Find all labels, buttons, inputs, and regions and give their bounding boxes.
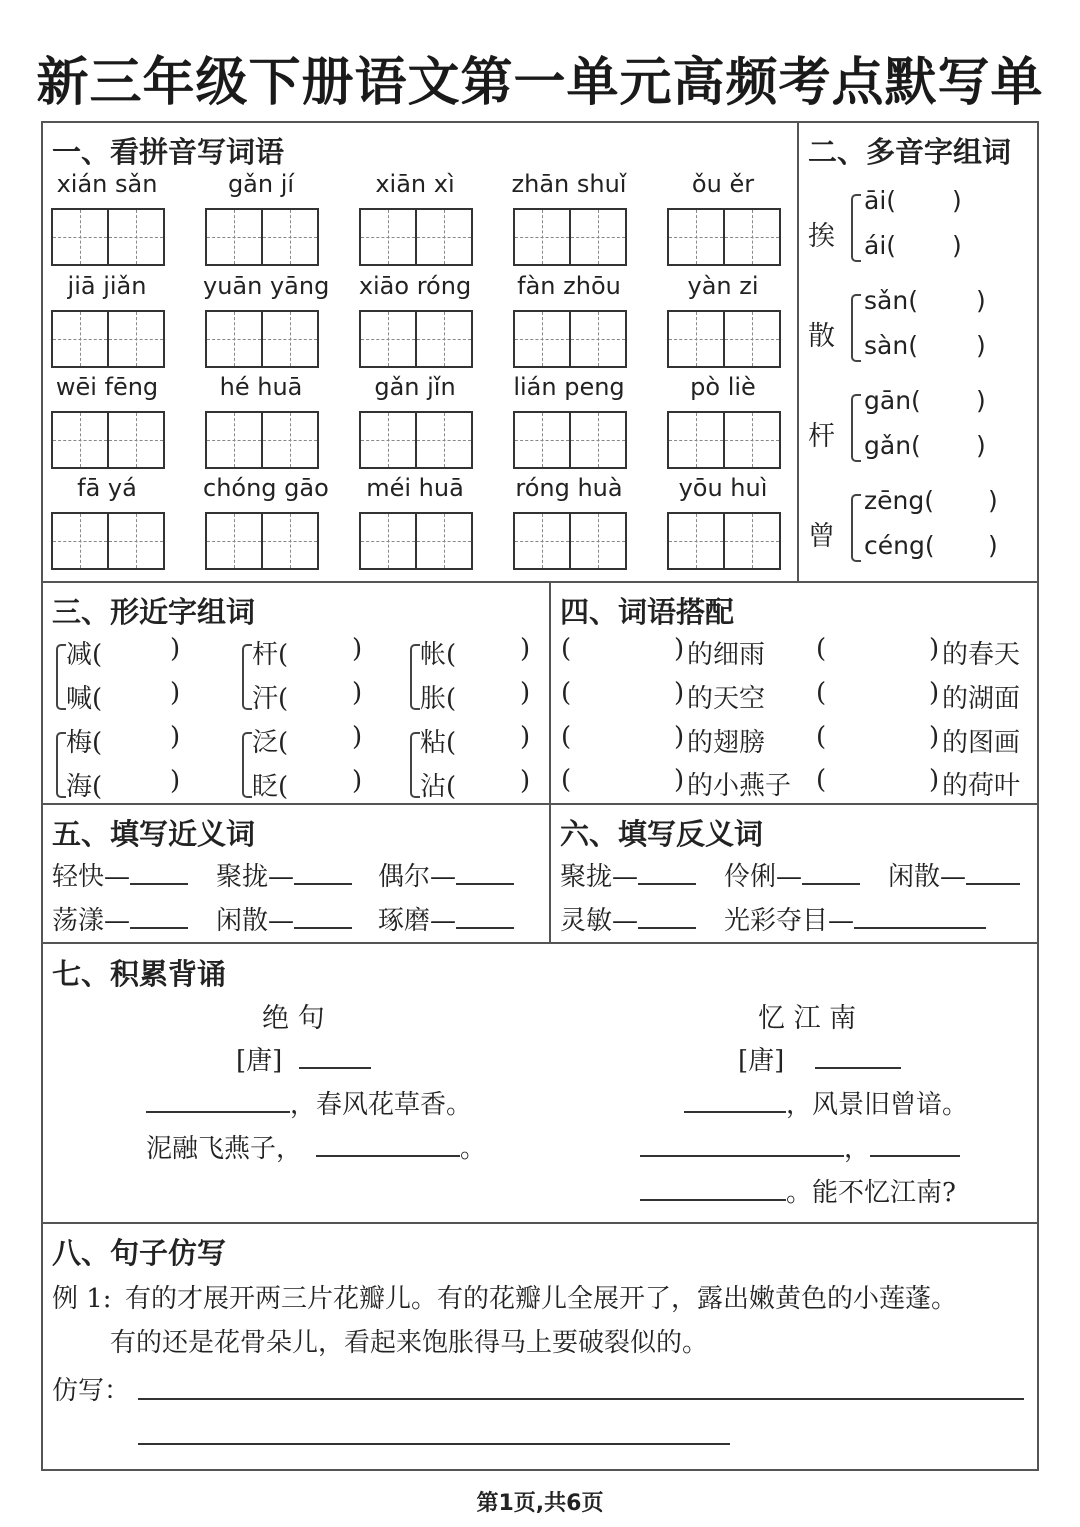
grid-cell[interactable] (571, 514, 625, 568)
grid-cell[interactable] (571, 312, 625, 366)
grid-cell[interactable] (417, 514, 471, 568)
brace (242, 732, 252, 798)
char-label: 汗( (252, 684, 289, 714)
answer-blank[interactable] (640, 1177, 786, 1201)
char-label: 减( (66, 640, 103, 670)
paren-close: ) (170, 678, 181, 708)
poem-text: 。 (460, 1134, 487, 1164)
pinyin-label: ǒu ěr (691, 170, 755, 198)
writing-grid[interactable] (205, 411, 319, 469)
paren-open: ( (561, 765, 572, 795)
divider (797, 121, 799, 582)
word-label: 聚拢— (216, 862, 295, 892)
page-indicator: 第1页,共6页 (476, 1491, 604, 1516)
answer-blank[interactable] (456, 905, 514, 929)
writing-line[interactable] (138, 1443, 730, 1445)
pinyin-label: lián peng (513, 373, 625, 401)
writing-line[interactable] (138, 1398, 1024, 1400)
author-blank[interactable] (299, 1045, 371, 1069)
paren-close: ) (520, 766, 531, 796)
brace (56, 644, 66, 710)
char-label: 沾( (420, 772, 457, 802)
pinyin-label: jiā jiǎn (67, 272, 147, 300)
writing-grid[interactable] (667, 310, 781, 368)
paren-close: ) (952, 186, 962, 215)
brace (410, 732, 420, 798)
answer-blank[interactable] (130, 905, 188, 929)
word-item (560, 900, 696, 937)
answer-blank[interactable] (130, 861, 188, 885)
char-label: 梅( (66, 728, 103, 758)
writing-grid[interactable] (51, 208, 165, 266)
brace (851, 394, 861, 462)
char-label: 喊( (66, 684, 103, 714)
grid-cell[interactable] (515, 210, 571, 264)
paren-close: ) (520, 678, 531, 708)
grid-cell[interactable] (725, 210, 779, 264)
writing-grid[interactable] (359, 512, 473, 570)
brace (410, 644, 420, 710)
pinyin-label: gǎn jǐn (374, 373, 456, 401)
section-title: 八、句子仿写 (52, 1236, 227, 1270)
grid-cell[interactable] (53, 210, 109, 264)
answer-blank[interactable] (638, 905, 696, 929)
pinyin-label: chóng gāo (203, 474, 329, 502)
poem-text: ，风景旧曾谙。 (786, 1090, 969, 1120)
brace (851, 494, 861, 562)
pinyin-label: méi huā (366, 474, 464, 502)
answer-blank[interactable] (684, 1089, 786, 1113)
word-label: 轻快— (52, 862, 131, 892)
match-phrase: ) (929, 678, 940, 708)
paren-open: ( (816, 765, 827, 795)
poem-line (146, 1128, 486, 1165)
pinyin-label: gǎn jí (227, 170, 295, 198)
pinyin-label: ái( (864, 231, 897, 260)
match-phrase: ) (674, 634, 685, 664)
section-title: 五、填写近义词 (52, 817, 256, 851)
grid-cell[interactable] (361, 210, 417, 264)
poem-title: 绝 句 (262, 1003, 325, 1034)
answer-blank[interactable] (316, 1133, 460, 1157)
paren-open: ( (816, 634, 827, 664)
answer-blank[interactable] (802, 861, 860, 885)
grid-cell[interactable] (207, 413, 263, 467)
grid-cell[interactable] (725, 312, 779, 366)
pinyin-label: xiān xì (375, 170, 455, 198)
section-title: 六、填写反义词 (560, 817, 764, 851)
paren-close: ) (520, 634, 531, 664)
grid-cell[interactable] (207, 514, 263, 568)
paren-open: ( (816, 722, 827, 752)
match-phrase: ) (674, 765, 685, 795)
brace (851, 294, 861, 362)
word-item (216, 856, 352, 893)
pinyin-label: wēi fēng (55, 373, 159, 401)
answer-blank[interactable] (966, 861, 1020, 885)
polyphone-char: 挨 (808, 221, 835, 252)
grid-cell[interactable] (669, 312, 725, 366)
pinyin-label: hé huā (219, 373, 303, 401)
grid-cell[interactable] (207, 312, 263, 366)
example-label: 例 1: (52, 1284, 112, 1314)
paren-close: ) (976, 431, 986, 460)
grid-cell[interactable] (515, 514, 571, 568)
poem-author (738, 1040, 901, 1077)
divider (41, 803, 1039, 805)
paren-close: ) (988, 486, 998, 515)
word-item (52, 900, 188, 937)
section-title: 二、多音字组词 (808, 135, 1012, 169)
word-label: 荡漾— (52, 906, 131, 936)
word-label: 琢磨— (378, 906, 457, 936)
paren-close: ) (352, 766, 363, 796)
poem-text: ，春风花草香。 (290, 1090, 473, 1120)
char-label: 泛( (252, 728, 289, 758)
pinyin-label: xián sǎn (56, 170, 158, 198)
grid-cell[interactable] (725, 514, 779, 568)
section-title: 三、形近字组词 (52, 595, 256, 629)
pinyin-label: sàn( (864, 331, 918, 360)
grid-cell[interactable] (571, 210, 625, 264)
grid-cell[interactable] (417, 413, 471, 467)
answer-blank[interactable] (854, 905, 986, 929)
brace (242, 644, 252, 710)
paren-close: ) (170, 634, 181, 664)
match-phrase: 的图画 (942, 728, 1021, 758)
writing-grid[interactable] (513, 208, 627, 266)
poem-author (236, 1040, 371, 1077)
grid-cell[interactable] (669, 413, 725, 467)
word-label: 伶俐— (724, 862, 803, 892)
writing-grid[interactable] (51, 512, 165, 570)
paren-open: ( (561, 678, 572, 708)
word-label: 光彩夺目— (724, 906, 855, 936)
brace (56, 732, 66, 798)
grid-cell[interactable] (515, 312, 571, 366)
word-label: 偶尔— (378, 862, 457, 892)
match-phrase: ) (929, 634, 940, 664)
grid-cell[interactable] (109, 413, 163, 467)
writing-grid[interactable] (205, 310, 319, 368)
writing-grid[interactable] (359, 208, 473, 266)
example-sentence: 有的还是花骨朵儿，看起来饱胀得马上要破裂似的。 (110, 1328, 709, 1358)
word-item (52, 856, 188, 893)
divider (549, 581, 551, 943)
word-label: 闲散— (888, 862, 967, 892)
pinyin-label: sǎn( (864, 286, 918, 315)
char-label: 杆( (252, 640, 289, 670)
match-phrase: ) (929, 722, 940, 752)
example-sentence: 有的才展开两三片花瓣儿。有的花瓣儿全展开了，露出嫩黄色的小莲蓬。 (125, 1284, 958, 1314)
char-label: 帐( (420, 640, 457, 670)
word-item (888, 856, 1020, 893)
paren-close: ) (988, 531, 998, 560)
poem-text: 。能不忆江南? (786, 1178, 956, 1208)
dynasty-label: [唐] (738, 1046, 785, 1076)
writing-grid[interactable] (359, 310, 473, 368)
match-phrase: ) (674, 678, 685, 708)
pinyin-label: pò liè (690, 373, 756, 401)
word-item (724, 900, 986, 937)
answer-blank[interactable] (146, 1089, 290, 1113)
poem-title: 忆 江 南 (758, 1003, 857, 1034)
match-phrase: 的天空 (687, 684, 766, 714)
match-phrase: ) (929, 765, 940, 795)
word-item (378, 900, 514, 937)
pinyin-label: xiāo róng (358, 272, 472, 300)
pinyin-label: yuān yāng (203, 272, 330, 300)
grid-cell[interactable] (53, 413, 109, 467)
writing-grid[interactable] (513, 310, 627, 368)
grid-cell[interactable] (53, 514, 109, 568)
pinyin-label: āi( (864, 186, 897, 215)
paren-close: ) (352, 634, 363, 664)
writing-grid[interactable] (51, 310, 165, 368)
writing-grid[interactable] (205, 208, 319, 266)
brace (851, 194, 861, 262)
grid-cell[interactable] (53, 312, 109, 366)
divider (41, 1222, 1039, 1224)
answer-blank[interactable] (294, 905, 352, 929)
pinyin-label: fā yá (77, 474, 137, 502)
grid-cell[interactable] (109, 210, 163, 264)
writing-grid[interactable] (51, 411, 165, 469)
grid-cell[interactable] (417, 210, 471, 264)
word-item (560, 856, 696, 893)
answer-blank[interactable] (456, 861, 514, 885)
word-label: 灵敏— (560, 906, 639, 936)
pinyin-label: gǎn( (864, 431, 921, 460)
paren-open: ( (816, 678, 827, 708)
grid-cell[interactable] (263, 312, 317, 366)
paren-close: ) (976, 331, 986, 360)
paren-open: ( (561, 722, 572, 752)
writing-grid[interactable] (667, 208, 781, 266)
match-phrase: 的小燕子 (687, 771, 792, 801)
word-label: 聚拢— (560, 862, 639, 892)
grid-cell[interactable] (361, 514, 417, 568)
word-item (378, 856, 514, 893)
grid-cell[interactable] (109, 312, 163, 366)
paren-close: ) (352, 722, 363, 752)
dynasty-label: [唐] (236, 1046, 283, 1076)
char-label: 胀( (420, 684, 457, 714)
match-phrase: 的细雨 (687, 640, 766, 670)
grid-cell[interactable] (669, 210, 725, 264)
word-item (724, 856, 860, 893)
writing-grid[interactable] (513, 411, 627, 469)
paren-close: ) (170, 722, 181, 752)
section-title: 四、词语搭配 (560, 595, 735, 629)
match-phrase: 的翅膀 (687, 728, 766, 758)
grid-cell[interactable] (571, 413, 625, 467)
grid-cell[interactable] (515, 413, 571, 467)
char-label: 粘( (420, 728, 457, 758)
grid-cell[interactable] (207, 210, 263, 264)
char-label: 眨( (252, 772, 289, 802)
writing-grid[interactable] (359, 411, 473, 469)
paren-close: ) (952, 231, 962, 260)
paren-close: ) (976, 386, 986, 415)
grid-cell[interactable] (725, 413, 779, 467)
paren-close: ) (352, 678, 363, 708)
pinyin-label: gān( (864, 386, 921, 415)
match-phrase: 的春天 (942, 640, 1021, 670)
answer-blank[interactable] (294, 861, 352, 885)
match-phrase: 的荷叶 (942, 771, 1021, 801)
section-title: 一、看拼音写词语 (52, 135, 285, 169)
match-phrase: ) (674, 722, 685, 752)
section-title: 七、积累背诵 (52, 957, 227, 991)
poem-text: ， (844, 1134, 871, 1164)
poem-text: 泥融飞燕子， (146, 1134, 303, 1164)
polyphone-char: 曾 (808, 521, 835, 552)
poem-line (640, 1172, 956, 1209)
word-item (216, 900, 352, 937)
pinyin-label: zēng( (864, 486, 934, 515)
answer-blank[interactable] (640, 1133, 844, 1157)
poem-line (640, 1128, 960, 1165)
grid-cell[interactable] (263, 514, 317, 568)
author-blank[interactable] (815, 1045, 901, 1069)
answer-blank[interactable] (870, 1133, 960, 1157)
grid-cell[interactable] (361, 413, 417, 467)
paren-close: ) (170, 766, 181, 796)
grid-cell[interactable] (669, 514, 725, 568)
grid-cell[interactable] (361, 312, 417, 366)
grid-cell[interactable] (417, 312, 471, 366)
word-label: 闲散— (216, 906, 295, 936)
poem-line (684, 1084, 968, 1121)
paren-open: ( (561, 634, 572, 664)
divider (41, 942, 1039, 944)
imitate-label: 仿写： (52, 1376, 131, 1406)
poem-line (146, 1084, 472, 1121)
grid-cell[interactable] (263, 413, 317, 467)
pinyin-label: céng( (864, 531, 935, 560)
writing-grid[interactable] (667, 411, 781, 469)
writing-grid[interactable] (513, 512, 627, 570)
pinyin-label: yàn zi (687, 272, 759, 300)
polyphone-char: 散 (808, 321, 835, 352)
paren-close: ) (520, 722, 531, 752)
pinyin-label: zhān shuǐ (511, 170, 627, 198)
grid-cell[interactable] (263, 210, 317, 264)
pinyin-label: róng huà (515, 474, 623, 502)
pinyin-label: yōu huì (678, 474, 768, 502)
pinyin-label: fàn zhōu (517, 272, 621, 300)
paren-close: ) (976, 286, 986, 315)
polyphone-char: 杆 (808, 421, 835, 452)
char-label: 海( (66, 772, 103, 802)
divider (41, 581, 1039, 583)
grid-cell[interactable] (109, 514, 163, 568)
writing-grid[interactable] (667, 512, 781, 570)
match-phrase: 的湖面 (942, 684, 1021, 714)
writing-grid[interactable] (205, 512, 319, 570)
answer-blank[interactable] (638, 861, 696, 885)
page-title: 新三年级下册语文第一单元高频考点默写单 (36, 52, 1044, 113)
